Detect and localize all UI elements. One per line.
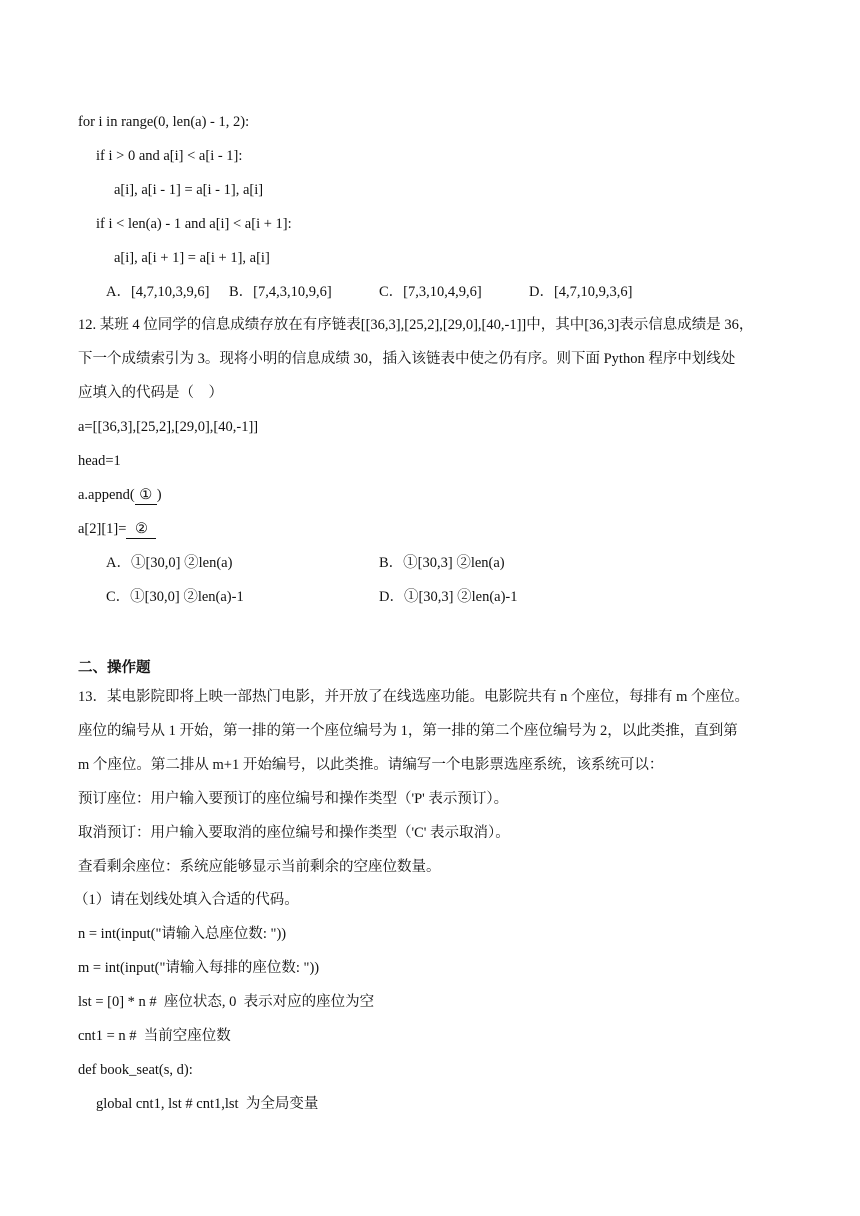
q13-stem-line-1: 13．某电影院即将上映一部热门电影，并开放了在线选座功能。电影院共有 n 个座位，每排有 m 个座位。: [78, 689, 750, 705]
q11-option-a: A．[4,7,10,3,9,6]: [106, 284, 210, 300]
q11-option-d: D．[4,7,10,9,3,6]: [529, 284, 633, 300]
q13-stem-line-3: m 个座位。第二排从 m+1 开始编号，以此类推。请编写一个电影票选座系统，该系统可以：: [78, 757, 664, 773]
q13-code-line-4: cnt1 = n # 当前空座位数: [78, 1028, 231, 1044]
q13-code-line-3: lst = [0] * n # 座位状态, 0 表示对应的座位为空: [78, 994, 375, 1010]
q13-requirement-3: 查看剩余座位：系统应能够显示当前剩余的空座位数量。: [78, 859, 441, 875]
q13-code-line-6: global cnt1, lst # cnt1,lst 为全局变量: [96, 1096, 319, 1112]
q12-option-b: B．①[30,3] ②len(a): [379, 555, 505, 571]
q12-code-line-1: a=[[36,3],[25,2],[29,0],[40,-1]]: [78, 419, 259, 435]
q12-stem-line-1: 12. 某班 4 位同学的信息成绩存放在有序链表[[36,3],[25,2],[29,0],[40,-1]]中，其中[36,3]表示信息成绩是 36，: [78, 317, 754, 333]
q12-blank-2: ②: [126, 520, 156, 539]
q12-option-c: C．①[30,0] ②len(a)-1: [106, 589, 244, 605]
q13-code-line-1: n = int(input("请输入总座位数: ")): [78, 926, 287, 942]
q12-option-a: A．①[30,0] ②len(a): [106, 555, 233, 571]
q13-requirement-2: 取消预订：用户输入要取消的座位编号和操作类型（'C' 表示取消）。: [78, 825, 510, 841]
q12-option-d: D．①[30,3] ②len(a)-1: [379, 589, 518, 605]
q11-code-line-5: a[i], a[i + 1] = a[i + 1], a[i]: [114, 250, 270, 266]
q12-code-line-4: [78, 520, 156, 539]
q13-code-line-5: def book_seat(s, d):: [78, 1062, 193, 1078]
q12-code-line-3: [78, 486, 162, 505]
q11-code-line-2: if i > 0 and a[i] < a[i - 1]:: [96, 148, 243, 164]
q13-requirement-1: 预订座位：用户输入要预订的座位编号和操作类型（'P' 表示预订）。: [78, 791, 509, 807]
q12-blank-1: ①: [135, 486, 157, 505]
q11-option-b: B．[7,4,3,10,9,6]: [229, 284, 332, 300]
q12-code-line-2: head=1: [78, 453, 121, 469]
q12-assign-prefix: a[2][1]=: [78, 521, 127, 537]
q12-append-suffix: ): [156, 487, 162, 503]
q13-stem-line-2: 座位的编号从 1 开始，第一排的第一个座位编号为 1，第一排的第二个座位编号为 2，以此类推，直到第: [78, 723, 738, 739]
q13-code-line-2: m = int(input("请输入每排的座位数: ")): [78, 960, 320, 976]
q13-subquestion-1: （1）请在划线处填入合适的代码。: [74, 892, 299, 908]
q11-option-c: C．[7,3,10,4,9,6]: [379, 284, 482, 300]
q11-code-line-1: for i in range(0, len(a) - 1, 2):: [78, 114, 250, 130]
q11-code-line-4: if i < len(a) - 1 and a[i] < a[i + 1]:: [96, 216, 292, 232]
q12-stem-line-3: 应填入的代码是（ ）: [78, 385, 223, 401]
q12-stem-line-2: 下一个成绩索引为 3。现将小明的信息成绩 30，插入该链表中使之仍有序。则下面 Python 程序中划线处: [78, 351, 736, 367]
section-heading: 二、操作题: [78, 660, 151, 676]
q11-code-line-3: a[i], a[i - 1] = a[i - 1], a[i]: [114, 182, 264, 198]
q12-append-prefix: a.append(: [78, 487, 135, 503]
